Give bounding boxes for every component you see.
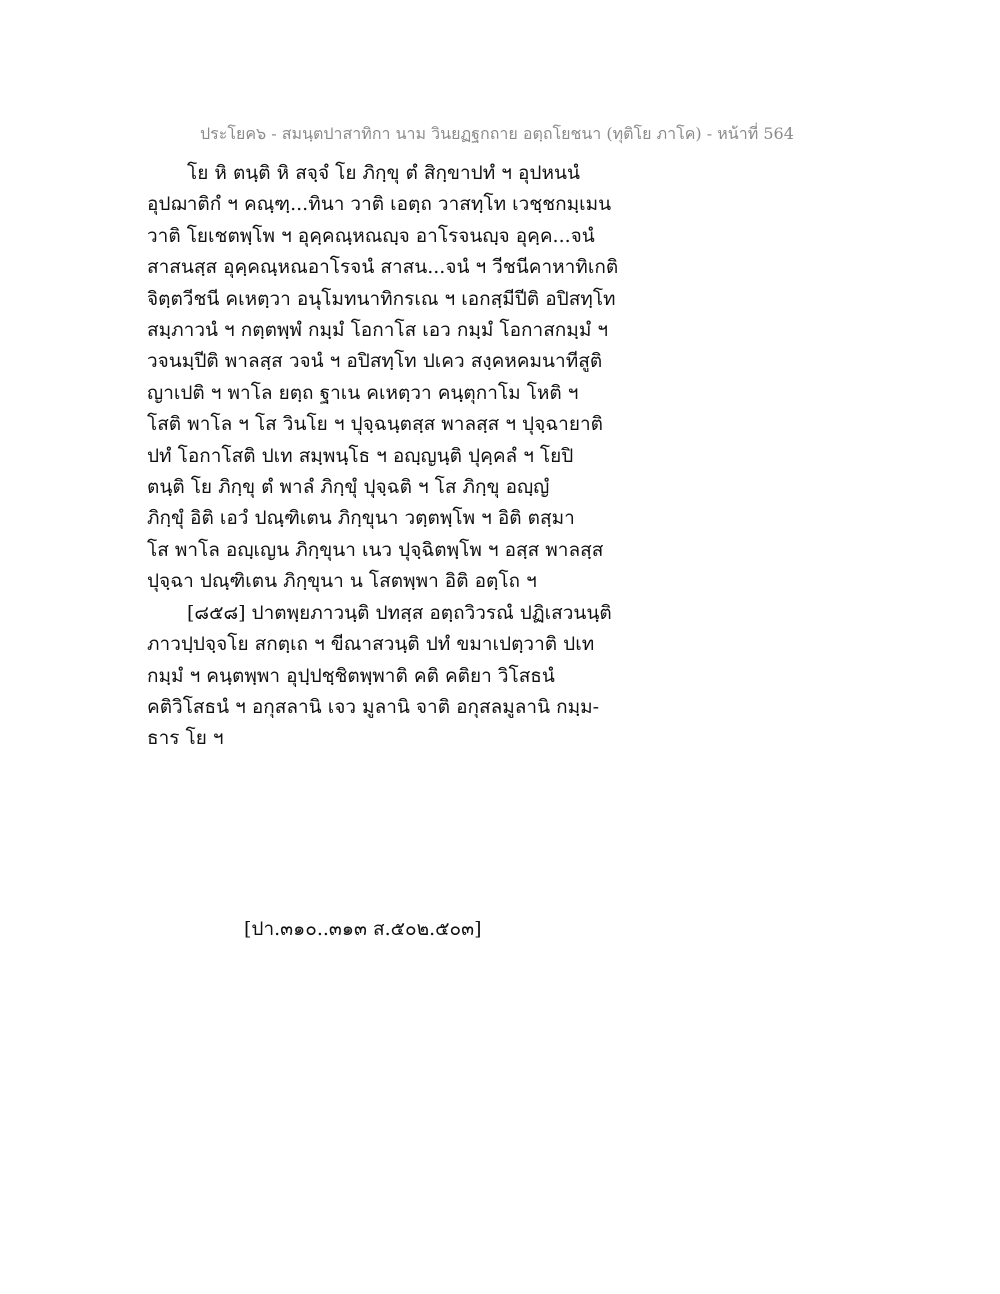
text-line: โสติ พาโล ฯ โส วินโย ฯ ปุจฺฉนฺตสฺส พาลสฺส ฯ ปุจฺฉายาติ	[147, 413, 603, 436]
text-line: อุปฌาติกํ ฯ คณฺฑฺ...ทินา วาติ เอตฺถ วาสทฺโท เวชฺชกมฺเมน	[147, 193, 612, 216]
text-line: [๘๕๘] ปาตพฺยภาวนฺติ ปทสฺส อตฺถวิวรณํ ปฏิเสวนนฺติ	[187, 601, 612, 624]
text-line: ธาร โย ฯ	[147, 727, 224, 750]
running-header: ประโยค๖ - สมนฺตปาสาทิกา นาม วินยฏฐกถาย อตฺถโยชนา (ทุติโย ภาโค) - หน้าที่ 564	[200, 124, 794, 143]
reference-citation: [ปา.๓๑๐..๓๑๓ ส.๕๐๒.๕๐๓]	[244, 918, 482, 940]
text-line: ตนฺติ โย ภิกฺขุ ตํ พาลํ ภิกฺขุํ ปุจฺฉติ ฯ โส ภิกฺขุ อญฺญํ	[147, 476, 550, 499]
text-line: สมฺภาวนํ ฯ กตฺตพฺพํ กมฺมํ โอกาโส เอว กมฺมํ โอกาสกมฺมํ ฯ	[147, 319, 609, 342]
text-line: ญาเปติ ฯ พาโล ยตฺถ ฐาเน คเหตฺวา คนฺตุกาโม โหติ ฯ	[147, 381, 579, 404]
text-line: วาติ โยเชตพฺโพ ฯ อุคฺคณฺหณญฺจ อาโรจนญฺจ อุคฺค...จนํ	[147, 224, 595, 247]
text-line: คติวิโสธนํ ฯ อกุสลานิ เจว มูลานิ จาติ อกุสลมูลานิ กมฺม-	[147, 695, 600, 718]
text-line: ปทํ โอกาโสติ ปเท สมฺพนฺโธ ฯ อญฺญนฺติ ปุคฺคลํ ฯ โยปิ	[147, 444, 574, 467]
text-line: สาสนสฺส อุคฺคณฺหณอาโรจนํ สาสน...จนํ ฯ วีชนีคาหาทิเกติ	[147, 256, 619, 279]
text-line: ภาวปฺปจฺจโย สกตฺเถ ฯ ขีณาสวนฺติ ปทํ ขมาเปตฺวาติ ปเท	[147, 633, 595, 656]
text-line: โย หิ ตนฺติ หิ สจฺจํ โย ภิกฺขุ ตํ สิกฺขาปทํ ฯ อุปหนนํ	[187, 162, 580, 184]
text-line: ปุจฺฉา ปณฺฑิเตน ภิกฺขุนา น โสตพฺพา อิติ อตฺโถ ฯ	[147, 570, 537, 593]
text-line: โส พาโล อญฺเญน ภิกฺขุนา เนว ปุจฺฉิตพฺโพ ฯ อสฺส พาลสฺส	[147, 538, 604, 561]
text-line: ภิกฺขุํ อิติ เอวํ ปณฺฑิเตน ภิกฺขุนา วตฺตพฺโพ ฯ อิติ ตสฺมา	[147, 507, 575, 530]
text-line: วจนมฺปีติ พาลสฺส วจนํ ฯ อปิสทฺโท ปเคว สงฺคหคมนาทีสูติ	[147, 350, 603, 373]
body-text	[147, 158, 617, 755]
text-line: กมฺมํ ฯ คนฺตพฺพา อุปฺปชฺชิตพฺพาติ คติ คติยา วิโสธนํ	[147, 664, 555, 687]
text-line: จิตฺตวีชนี คเหตฺวา อนุโมทนาทิกรเณ ฯ เอกสฺมีปีติ อปิสทฺโท	[147, 287, 616, 310]
